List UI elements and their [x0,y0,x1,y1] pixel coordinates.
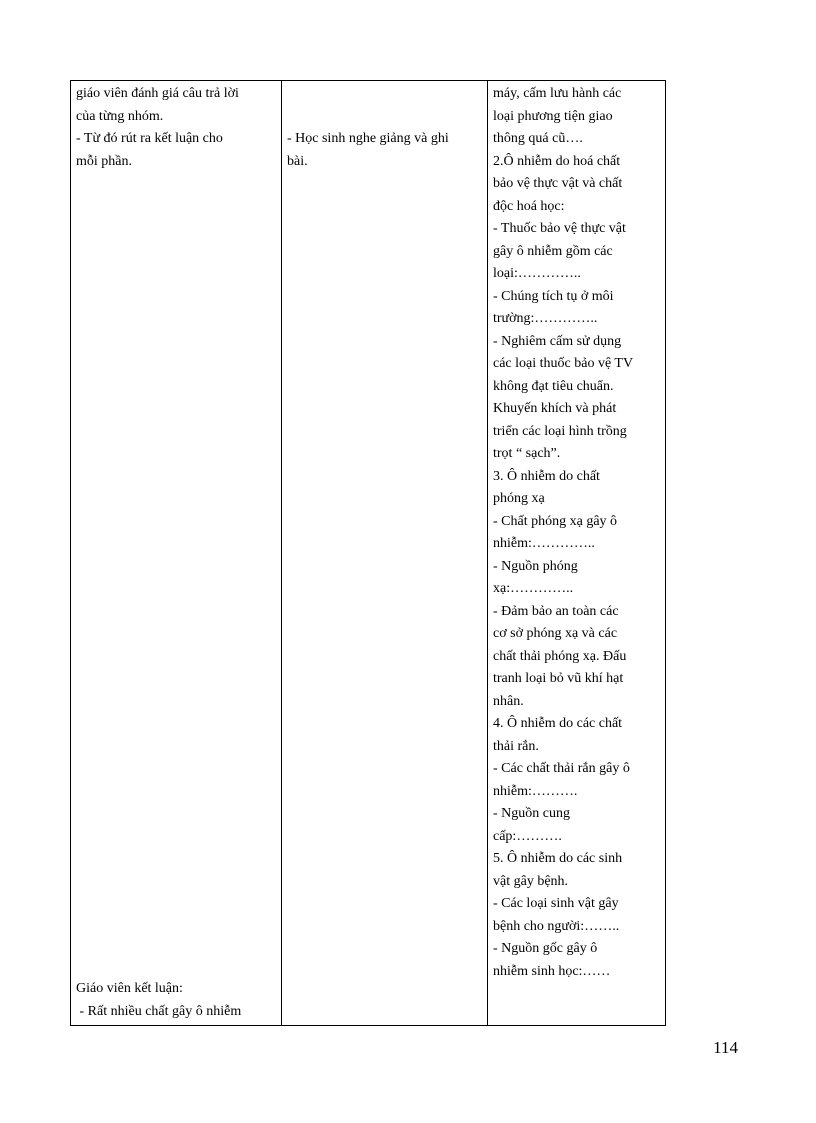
content-text-line: - Nguồn cung [493,806,570,821]
content-text-line: không đạt tiêu chuẩn. [493,378,614,394]
teacher-activity-top [71,81,281,173]
content-text-line: - Nguồn phóng [493,558,578,574]
content-text-line: nhiễm:………. [493,783,578,799]
content-text-line: gây ô nhiễm gồm các [493,243,613,259]
teacher-text-line: - Từ đó rút ra kết luận cho [76,131,223,146]
content-text-line: bảo vệ thực vật và chất [493,176,623,191]
teacher-text-line: mỗi phần. [76,153,132,169]
content-text-line: - Các chất thải rắn gây ô [493,761,630,776]
content-text-line: - Chúng tích tụ ở môi [493,288,614,304]
content-text-line: - Thuốc bảo vệ thực vật [493,221,626,236]
teacher-text-line: giáo viên đánh giá câu trả lời [76,86,239,101]
content-text-line: trọt “ sạch”. [493,446,561,461]
content-text-line: trường:………….. [493,311,598,326]
teacher-conclusion-line: - Rất nhiều chất gây ô nhiễm [76,1003,242,1019]
content-text-line: các loại thuốc bảo vệ TV [493,356,634,371]
content-text-line: 3. Ô nhiễm do chất [493,468,600,484]
teacher-conclusion-line: Giáo viên kết luận: [76,981,183,996]
content-text-line: chất thải phóng xạ. Đấu [493,648,627,664]
lesson-content-cell [488,81,666,1026]
student-activity-text [282,81,487,173]
content-text-line: loại phương tiện giao [493,108,613,124]
content-text-line: cơ sở phóng xạ và các [493,626,618,641]
teacher-conclusion [76,978,277,1023]
lesson-table [70,80,666,1026]
content-text-line: tranh loại bỏ vũ khí hạt [493,671,624,686]
content-text-line: bệnh cho người:…….. [493,918,620,934]
student-text-line: bài. [287,153,308,169]
content-text-line: - Chất phóng xạ gây ô [493,513,618,529]
student-activity-cell [282,81,488,1026]
content-text-line: độc hoá học: [493,198,565,214]
content-text-line: loại:………….. [493,266,581,281]
content-text-line: nhiễm:………….. [493,536,595,551]
content-text-line: thông quá cũ…. [493,131,583,146]
content-text-line: - Nghiêm cấm sử dụng [493,333,622,349]
content-text-line: nhân. [493,693,524,709]
content-text-line: nhiễm sinh học:…… [493,963,611,979]
teacher-activity-cell [71,81,282,1026]
content-text-line: máy, cấm lưu hành các [493,86,622,101]
content-text-line: xạ:………….. [493,581,574,596]
content-text-line: 4. Ô nhiễm do các chất [493,716,623,731]
content-text-line: - Nguồn gốc gây ô [493,941,598,956]
content-text-line: triển các loại hình trồng [493,423,627,439]
lesson-content-text [488,81,665,983]
content-text-line: phóng xạ [493,491,545,506]
student-text-line: - Học sinh nghe giảng và ghi [287,131,449,146]
content-text-line: vật gây bệnh. [493,873,569,889]
content-text-line: 2.Ô nhiễm do hoá chất [493,153,621,169]
content-text-line: Khuyến khích và phát [493,401,617,416]
content-text-line: 5. Ô nhiễm do các sinh [493,851,623,866]
teacher-text-line: của từng nhóm. [76,108,164,124]
content-text-line: thải rắn. [493,738,539,754]
table-row [71,81,666,1026]
content-text-line: - Các loại sinh vật gây [493,896,619,911]
content-text-line: - Đảm bảo an toàn các [493,603,619,619]
content-text-line: cấp:………. [493,828,562,844]
page-number: 114 [713,1038,738,1057]
